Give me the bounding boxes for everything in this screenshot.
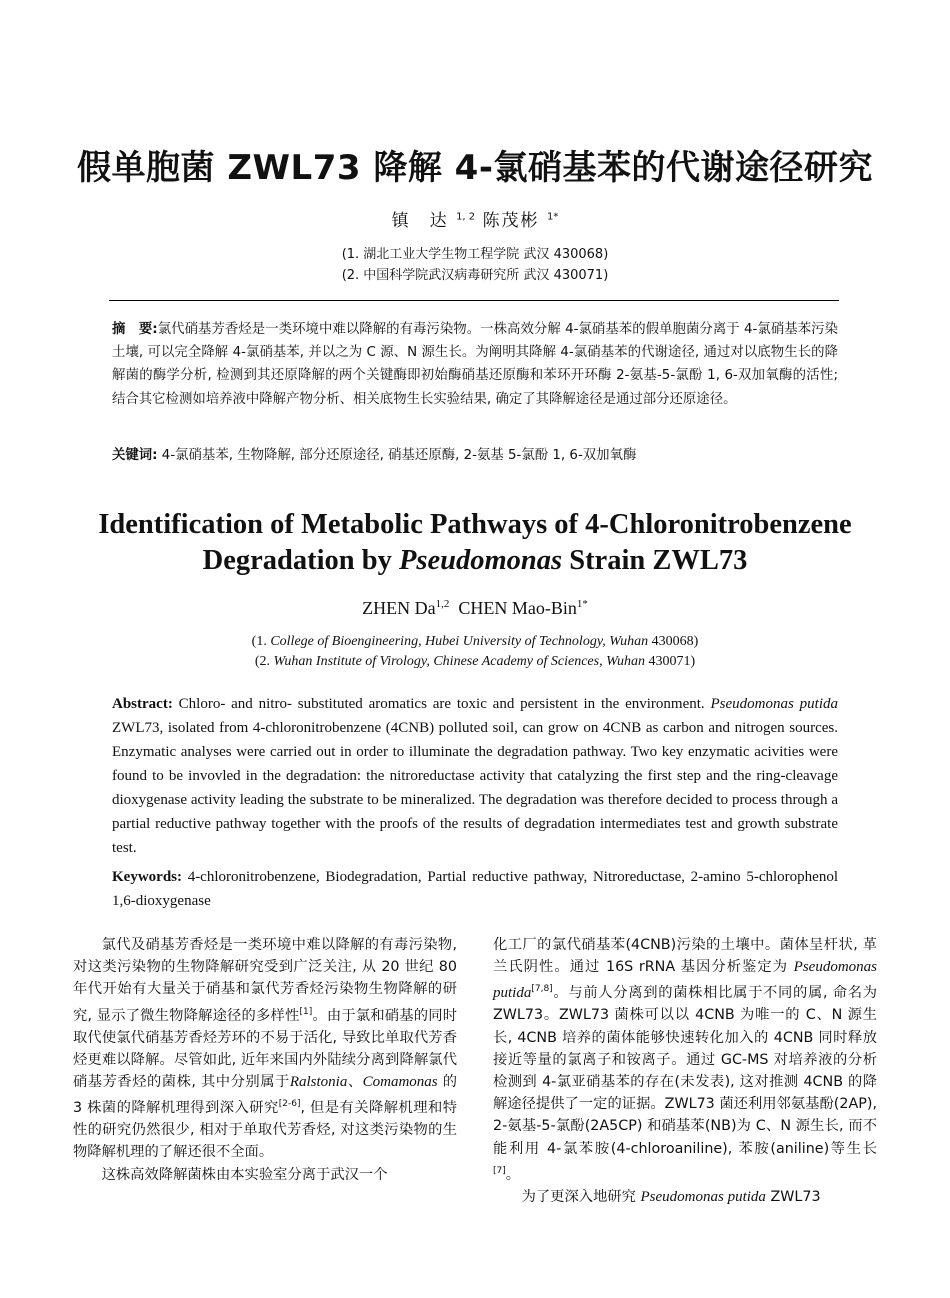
authors-chinese [0,206,950,231]
body-text: 。与前人分离到的菌株相比属于不同的属, 命名为 ZWL73。ZWL73 菌株可以以 4CNB 为唯一的 C、N 源生长, 4CNB 培养的菌体能够快速转化加入的 4CNB 同时释放接近等量的氯离子和铵离子。通过 GC-MS 对培养液的分析检测到 4-氯亚硝基苯的存在(未发表), 这对推测 4CNB 的降解途径提供了一定的证据。ZWL73 菌还利用邻氨基酚(2AP), 2-氨基-5-氯酚(2A5CP) 和硝基苯(NB)为 C、N 源生长, 而不能利用 4-氯苯胺(4-chloroaniline), 苯胺(aniline)等生长 [493,985,877,1157]
abstract-text: Chloro- and nitro- substituted aromatics are toxic and persistent in the environment. [172,696,711,712]
affiliation-postcode: 430068) [648,634,699,649]
author-name: ZHEN Da [362,598,436,618]
author-name: CHEN Mao-Bin [458,598,577,618]
citation: [2-6] [278,1099,301,1110]
genus-name: Ralstonia [289,1073,348,1090]
author-affiliation-mark: 1* [546,211,559,223]
body-column-right [493,934,877,1208]
header-divider [109,300,839,301]
title-chinese: 假单胞菌 ZWL73 降解 4-氯硝基苯的代谢途径研究 [77,148,873,188]
title-english [40,507,910,579]
affiliation-english [0,634,950,650]
body-column-left [73,934,457,1186]
abstract-chinese [112,318,838,411]
citation: [7,8] [531,984,553,995]
body-paragraph [493,1186,877,1208]
affiliation-institution: College of Bioengineering, Hubei University of Technology, Wuhan [270,634,649,649]
affiliation-institution: Wuhan Institute of Virology, Chinese Academy of Sciences, Wuhan [273,654,645,669]
species-name: Pseudomonas putida [710,696,838,712]
abstract-label: 摘 要: [112,322,158,337]
title-genus: Pseudomonas [398,545,563,576]
affiliation-prefix: (1. [251,634,271,649]
author-name: 陈茂彬 [482,211,540,231]
affiliation-english [0,654,950,670]
body-paragraph [493,934,877,1186]
body-text: , 但是有关降解机理和特性的研究仍然很少, 相对于单取代芳香烃, 对这类污染物的生物降解机理的了解还很不全面。 [73,1099,458,1161]
affiliation-prefix: (2. [254,654,274,669]
author-affiliation-mark: 1, 2 [456,211,476,223]
body-text: 的 3 株菌的降解机理得到深入研究 [73,1073,458,1116]
citation: [1] [299,1006,313,1017]
keywords-label: Keywords: [112,869,182,885]
title-line: Strain ZWL73 [562,545,748,576]
author-affiliation-mark: 1,2 [435,598,450,610]
affiliation-chinese: (1. 湖北工业大学生物工程学院 武汉 430068) [341,247,609,262]
body-text: 。 [505,1166,521,1183]
species-name: Pseudomonas putida [493,959,877,1002]
affiliation-chinese: (2. 中国科学院武汉病毒研究所 武汉 430071) [341,268,609,283]
keywords-chinese [112,446,838,466]
title-line: Degradation by [202,545,399,576]
title-line: Identification of Metabolic Pathways of 4-Chloronitrobenzene [98,509,852,540]
body-text: 化工厂的氯代硝基苯(4CNB)污染的土壤中。菌体呈杆状, 革兰氏阴性。通过 16S rRNA 基因分析鉴定为 [493,937,877,976]
keywords-label: 关键词: [112,448,158,463]
keywords-english [112,865,838,913]
abstract-english [112,692,838,860]
body-text: 。由于氯和硝基的同时取代使氯代硝基芳香烃芳环的不易于活化, 导致比单取代芳香烃更难以降解。尽管如此, 近年来国内外陆续分离到降解氯代硝基芳香烃的菌株, 其中分别属于 [73,1007,458,1090]
body-paragraph [73,934,457,1164]
abstract-text: 氯代硝基芳香烃是一类环境中难以降解的有毒污染物。一株高效分解 4-氯硝基苯的假单胞菌分离于 4-氯硝基苯污染土壤, 可以完全降解 4-氯硝基苯, 并以之为 C 源、N 源生长。为阐明其降解 4-氯硝基苯的代谢途径, 通过对以底物生长的降解菌的酶学分析, 检测到其还原降解的两个关键酶即初始酶硝基还原酶和苯环开环酶 2-氨基-5-氯酚 1, 6-双加氧酶的活性; 结合其它检测如培养液中降解产物分析、相关底物生长实验结果, 确定了其降解途径是通过部分还原途径。 [112,322,838,407]
body-text: 氯代及硝基芳香烃是一类环境中难以降解的有毒污染物, 对这类污染物的生物降解研究受到广泛关注, 从 20 世纪 80 年代开始有大量关于硝基和氯代芳香烃污染物生物降解的研究, 显示了微生物降解途径的多样性 [73,937,457,1024]
keywords-text: 4-chloronitrobenzene, Biodegradation, Partial reductive pathway, Nitroreductase, 2-amino 5-chlorophenol 1,6-dioxygenase [112,869,838,909]
citation: [7] [493,1165,506,1176]
species-name: Pseudomonas putida [640,1188,766,1205]
genus-name: Comamonas [362,1073,438,1090]
affiliation-postcode: 430071) [644,654,696,669]
body-text: ZWL73 [765,1188,821,1205]
author-name: 镇 达 [391,211,449,231]
keywords-text: 4-氯硝基苯, 生物降解, 部分还原途径, 硝基还原酶, 2-氨基 5-氯酚 1, 6-双加氧酶 [161,448,637,463]
abstract-label: Abstract: [112,696,173,712]
body-text: 为了更深入地研究 [521,1188,641,1205]
authors-english [0,598,950,619]
body-paragraph: 这株高效降解菌株由本实验室分离于武汉一个 [101,1166,388,1183]
body-text: 、 [347,1073,363,1090]
author-affiliation-mark: 1* [576,598,588,610]
abstract-text: ZWL73, isolated from 4-chloronitrobenzene (4CNB) polluted soil, can grow on 4CNB as carbon and nitrogen sources. Enzymatic analyses were carried out in order to illuminate the degradation pathway. Two key enzymatic acivities were found to be invovled in the degradation: the nitroreductase activity that catalyzing the first step and the ring-cleavage dioxygenase activity leading the substrate to be mineralized. The degradation was therefore decided to process through a partial reductive pathway together with the proofs of the results of degradation intermediates test and growth substrate test. [112,720,838,856]
